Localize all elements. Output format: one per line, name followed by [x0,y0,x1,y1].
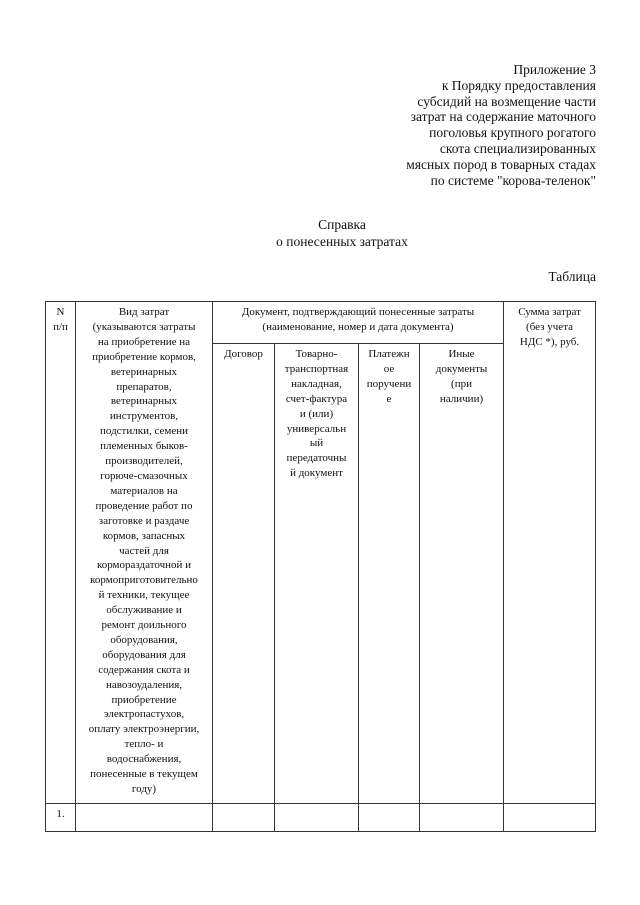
header-document-group-cell [213,302,504,344]
header-payment-order-text: Платежн ое поручени е [366,348,412,405]
header-sum-text: Сумма затрат (без учета НДС *), руб. [518,306,581,348]
header-other-docs-text: Иные документы (при наличии) [435,348,488,405]
header-waybill-text: Товарно- транспортная накладная, счет-фактура и (или) универсальн ый передаточны й документ [284,348,349,480]
header-contract-text: Договор [224,348,263,360]
annex-line: мясных пород в товарных стадах [406,156,596,172]
header-cost-type-text: Вид затрат (указываются затраты на приобретение на приобретение кормов, ветеринарных препаратов, ветеринарных инструментов, подстилки, семени племенных быков- производителей, горюче-смазочных материалов на проведение работ по заготовке и раздаче кормов, запасных частей для кормораздаточной и кормоприготовительно й техники, текущее обслуживание и ремонт доильного оборудования, оборудования для содержания скота и навозоудаления, приобретение электропастухов, оплату электроэнергии, тепло- и водоснабжения, понесенные в текущем году) [88,306,200,795]
annex-line: скота специализированных [439,140,596,156]
annex-header [406,62,596,188]
annex-line: по системе "корова-теленок" [430,172,596,188]
annex-line: затрат на содержание маточного [410,109,596,125]
header-contract-cell [213,344,275,804]
header-other-docs-cell [420,344,504,804]
annex-line: к Порядку предоставления [441,77,596,93]
row-other-docs-cell [420,804,504,832]
row-waybill-cell [275,804,359,832]
header-payment-order-cell [359,344,420,804]
annex-line: поголовья крупного рогатого [429,125,596,141]
table-row [46,804,596,832]
costs-table [45,301,596,832]
row-sum-cell [504,804,596,832]
annex-line: Приложение 3 [513,62,596,77]
document-title [0,216,640,250]
header-cost-type-cell [76,302,213,804]
row-num-cell: 1. [46,804,76,832]
header-sum-cell [504,302,596,804]
header-waybill-cell [275,344,359,804]
row-cost-type-cell [76,804,213,832]
row-payment-order-cell [359,804,420,832]
row-contract-cell [213,804,275,832]
header-num-cell [46,302,76,804]
document-title-line2: о понесенных затратах [276,234,408,249]
document-title-line1: Справка [318,217,366,232]
table-header-row-1 [46,302,596,344]
header-document-group-text: Документ, подтверждающий понесенные затраты (наименование, номер и дата документа) [241,306,475,333]
table-label: Таблица [548,269,596,284]
annex-line: субсидий на возмещение части [417,93,596,109]
header-num-text: N п/п [53,306,68,333]
